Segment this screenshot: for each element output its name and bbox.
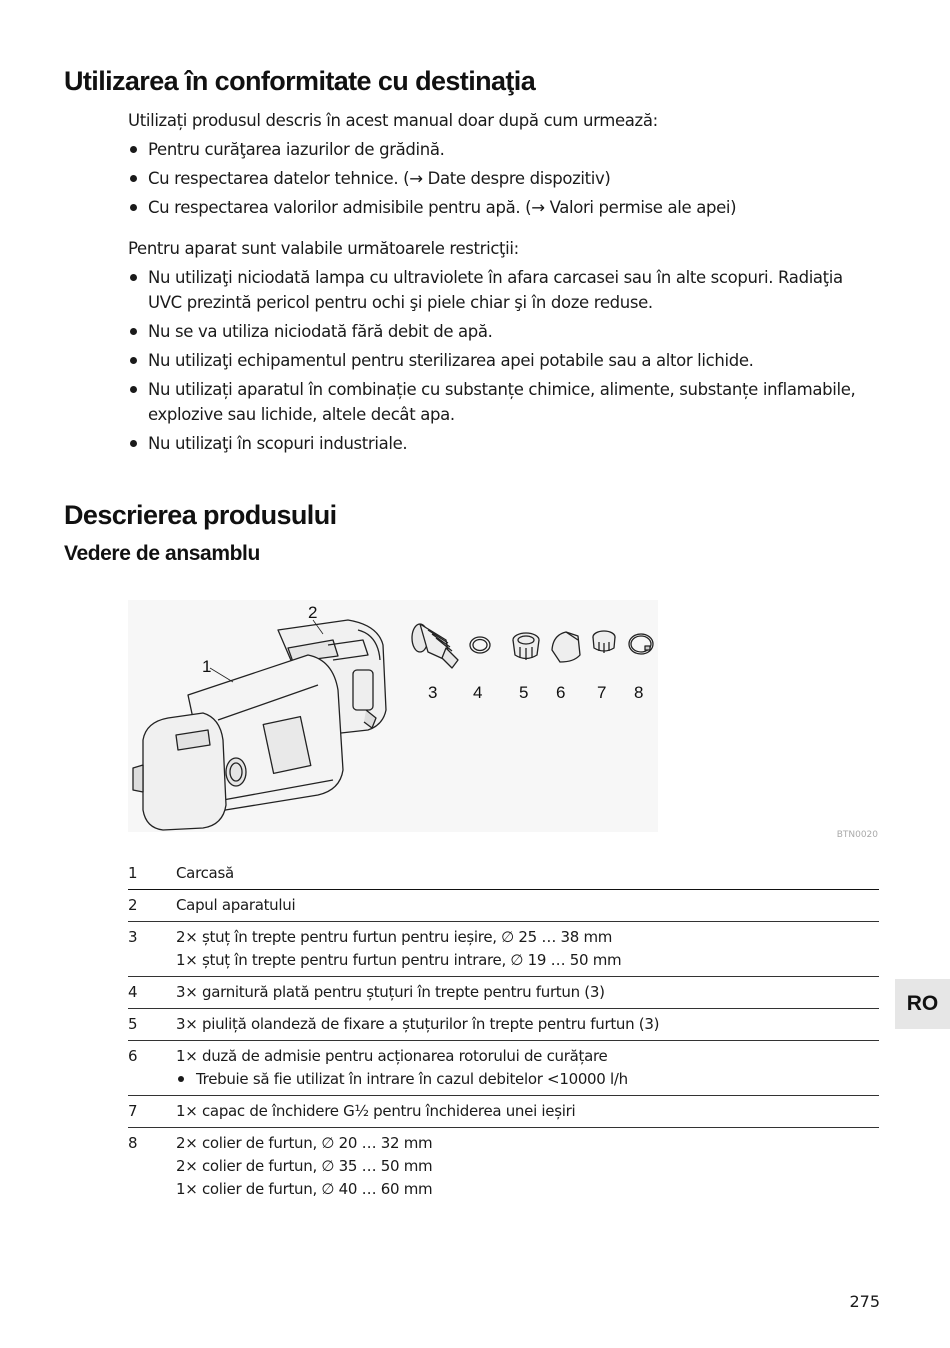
legend-text: 3× piuliță olandeză de fixare a ștuțurilor în trepte pentru furtun (3) xyxy=(176,1015,660,1033)
legend-line: 1× duză de admisie pentru acționarea rotorului de curățare xyxy=(176,1047,608,1065)
restrictions-intro: Pentru aparat sunt valabile următoarele restricţii: xyxy=(128,239,519,258)
table-row xyxy=(128,977,879,1009)
legend-number: 7 xyxy=(128,1102,138,1120)
figure-code: BTN0020 xyxy=(836,830,878,840)
list-item: Nu utilizaţi în scopuri industriale. xyxy=(128,431,868,456)
language-tab: RO xyxy=(895,979,950,1029)
table-row xyxy=(128,922,879,977)
product-overview-figure xyxy=(128,600,658,832)
figure-label: 6 xyxy=(556,683,566,702)
section-title-product-description: Descrierea produsului xyxy=(64,500,337,530)
legend-line: 2× ștuț în trepte pentru furtun pentru ieșire, ∅ 25 … 38 mm xyxy=(176,928,613,946)
figure-label: 4 xyxy=(473,683,483,702)
legend-text: 1× capac de închidere G½ pentru închiderea unei ieșiri xyxy=(176,1102,576,1120)
intended-use-list xyxy=(128,137,868,224)
legend-number: 5 xyxy=(128,1015,138,1033)
legend-text xyxy=(176,1041,879,1096)
table-row xyxy=(128,1009,879,1041)
section-title-intended-use: Utilizarea în conformitate cu destinaţia xyxy=(64,66,536,96)
legend-number: 2 xyxy=(128,896,138,914)
list-item: Pentru curăţarea iazurilor de grădină. xyxy=(128,137,868,162)
page-number: 275 xyxy=(849,1292,880,1311)
legend-number: 4 xyxy=(128,983,138,1001)
figure-label: 7 xyxy=(597,683,607,702)
table-row xyxy=(128,890,879,922)
table-row xyxy=(128,1096,879,1128)
legend-number: 8 xyxy=(128,1134,138,1152)
legend-text xyxy=(176,1128,879,1206)
legend-text: 3× garnitură plată pentru ștuțuri în trepte pentru furtun (3) xyxy=(176,983,605,1001)
legend-number: 3 xyxy=(128,928,138,946)
figure-label: 3 xyxy=(428,683,438,702)
subsection-title-overview: Vedere de ansamblu xyxy=(64,542,260,565)
legend-bullet: Trebuie să fie utilizat în intrare în cazul debitelor <10000 l/h xyxy=(176,1068,879,1091)
figure-label: 1 xyxy=(202,657,212,676)
list-item: Cu respectarea valorilor admisibile pentru apă. (→ Valori permise ale apei) xyxy=(128,195,868,220)
restrictions-list xyxy=(128,265,868,460)
legend-line: 2× colier de furtun, ∅ 35 … 50 mm xyxy=(176,1157,433,1175)
intended-use-intro: Utilizați produsul descris în acest manual doar după cum urmează: xyxy=(128,111,658,130)
product-illustration xyxy=(128,600,658,832)
legend-number: 1 xyxy=(128,864,138,882)
legend-text: Capul aparatului xyxy=(176,896,296,914)
legend-text xyxy=(176,922,879,977)
figure-label: 8 xyxy=(634,683,644,702)
table-row xyxy=(128,1041,879,1096)
table-row xyxy=(128,1128,879,1206)
legend-table xyxy=(128,858,879,1205)
list-item: Nu utilizați aparatul în combinație cu substanțe chimice, alimente, substanțe inflamabile, explozive sau lichide, altele decât apa. xyxy=(128,377,868,427)
legend-line: 1× ștuț în trepte pentru furtun pentru intrare, ∅ 19 … 50 mm xyxy=(176,951,622,969)
figure-label: 2 xyxy=(308,603,318,622)
list-item: Nu utilizaţi niciodată lampa cu ultraviolete în afara carcasei sau în alte scopuri. Radiaţia UVC prezintă pericol pentru ochi şi piele chiar şi în doze reduse. xyxy=(128,265,868,315)
legend-text: Carcasă xyxy=(176,864,234,882)
list-item: Cu respectarea datelor tehnice. (→ Date despre dispozitiv) xyxy=(128,166,868,191)
legend-line: 1× colier de furtun, ∅ 40 … 60 mm xyxy=(176,1180,433,1198)
list-item: Nu se va utiliza niciodată fără debit de apă. xyxy=(128,319,868,344)
figure-label: 5 xyxy=(519,683,529,702)
legend-line: 2× colier de furtun, ∅ 20 … 32 mm xyxy=(176,1134,433,1152)
legend-number: 6 xyxy=(128,1047,138,1065)
list-item: Nu utilizaţi echipamentul pentru sterilizarea apei potabile sau a altor lichide. xyxy=(128,348,868,373)
table-row xyxy=(128,858,879,890)
